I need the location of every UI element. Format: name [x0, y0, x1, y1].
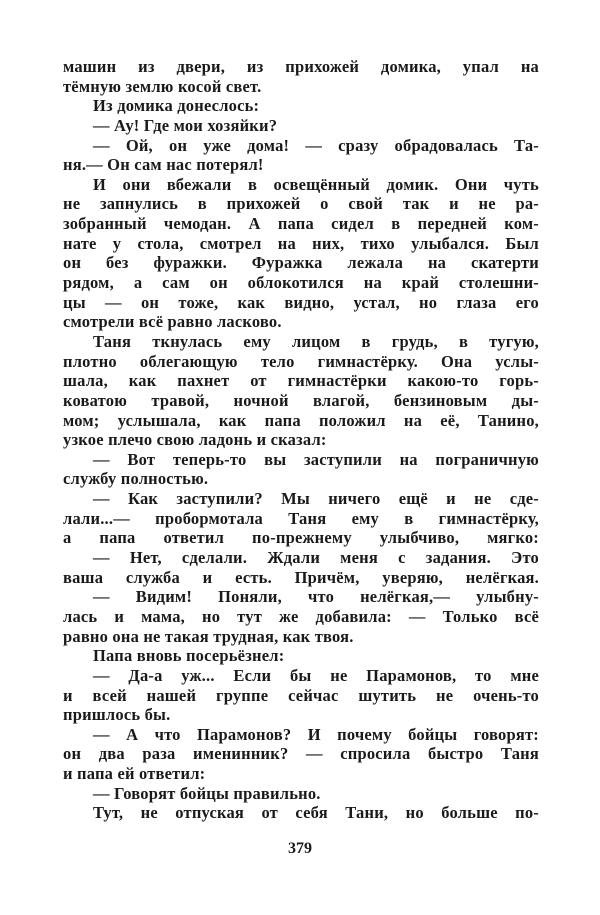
text-line: — Да-а уж... Если бы не Парамонов, то мне [93, 665, 539, 685]
text-line: ваша служба и есть. Причём, уверяю, нелёгкая. [63, 567, 539, 587]
text-line: Таня ткнулась ему лицом в грудь, в тугую, [93, 331, 539, 351]
text-line: — А что Парамонов? И почему бойцы говорят: [93, 724, 539, 744]
text-line: коватою травой, ночной влагой, бензиновым ды- [63, 390, 539, 410]
text-line: Папа вновь посерьёзнел: [93, 646, 285, 666]
text-line: И они вбежали в освещённый домик. Они чуть [93, 174, 539, 194]
text-line: — Ой, он уже дома! — сразу обрадовалась Та- [93, 135, 539, 155]
text-line: службу полностью. [63, 469, 209, 489]
text-line: — Говорят бойцы правильно. [93, 783, 321, 803]
text-line: плотно облегающую тело гимнастёрку. Она услы- [63, 351, 539, 371]
text-line: зобранный чемодан. А папа сидел в передней ком- [63, 214, 539, 234]
text-line: машин из двери, из прихожей домика, упал на [63, 57, 539, 76]
text-line: пришлось бы. [63, 705, 171, 725]
text-line: цы — он тоже, как видно, устал, но глаза его [63, 292, 539, 312]
text-line: он два раза именинник? — спросила быстро Таня [63, 744, 539, 764]
book-page-text [63, 57, 539, 823]
text-line: лали...— пробормотала Таня ему в гимнастёрку, [63, 508, 539, 528]
text-line: мом; услышала, как папа положил на её, Танино, [63, 410, 539, 430]
text-line: — Вот теперь-то вы заступили на пограничную [93, 449, 539, 469]
text-line: и всей нашей группе сейчас шутить не очень-то [63, 685, 539, 705]
text-line: он без фуражки. Фуражка лежала на скатерти [63, 253, 539, 273]
text-line: рядом, а сам он облокотился на край столешни- [63, 273, 539, 293]
text-line: равно она не такая трудная, как твоя. [63, 626, 354, 646]
text-line: смотрели всё равно ласково. [63, 312, 282, 332]
page-number: 379 [288, 840, 312, 857]
text-line: а папа ответил по-прежнему улыбчиво, мягко: [63, 528, 539, 548]
text-line: нате у стола, смотрел на них, тихо улыбался. Был [63, 233, 539, 253]
text-line: и папа ей ответил: [63, 764, 206, 784]
text-line: — Видим! Поняли, что нелёгкая,— улыбну- [93, 587, 539, 607]
text-line: узкое плечо свою ладонь и сказал: [63, 430, 327, 450]
text-line: — Нет, сделали. Ждали меня с задания. Это [93, 548, 539, 568]
text-line: тёмную землю косой свет. [63, 76, 262, 96]
text-line: Из домика донеслось: [93, 96, 260, 116]
text-line: Тут, не отпуская от себя Тани, но больше по- [93, 803, 539, 823]
text-line: — Ау! Где мои хозяйки? [93, 115, 278, 135]
text-line: шала, как пахнет от гимнастёрки какою-то горь- [63, 371, 539, 391]
text-line: не запнулись в прихожей о свой так и не ра- [63, 194, 539, 214]
text-line: — Как заступили? Мы ничего ещё и не сде- [93, 489, 539, 509]
text-line: лась и мама, но тут же добавила: — Только всё [63, 606, 539, 626]
text-line: ня.— Он сам нас потерял! [63, 155, 264, 175]
